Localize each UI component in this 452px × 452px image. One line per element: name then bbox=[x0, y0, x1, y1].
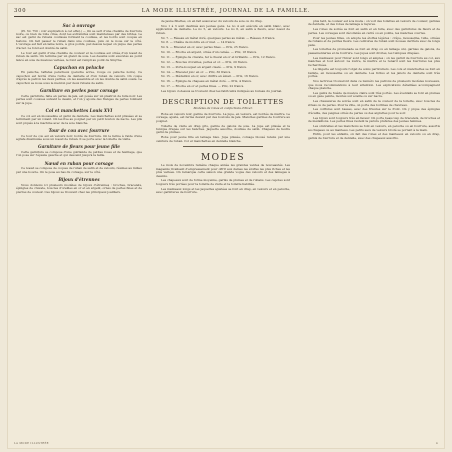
body-paragraph: Les manteaux longs et les jaquettes ajustées se font en drap, en velours et en peluche, avec garnitures de fourrure. bbox=[156, 186, 290, 195]
body-paragraph: Ce tour de cou est en velours noir, bordé de fourrure. On le ferme à l'aide d'une agrafe dissimulée sous un nœud de ruban. Il se porte avec la toilette de visite. bbox=[16, 133, 142, 141]
body-paragraph: Nos 1 à 3 sont destinés aux jeunes gens. Le no 4 est exécuté en satin blanc, avec application de dentelle. Le no 5, en velours. Le no 6, en satin à fleurs, avec nœud de ruban. bbox=[156, 23, 290, 35]
body-paragraph: No 16. — Épingle de chapeau en métal doré. — Prix, 4 francs. bbox=[161, 79, 252, 84]
section-heading: Bijoux d'étrennes bbox=[58, 177, 100, 183]
body-paragraph: No 13. — Porte-bouquet en argent ciselé. — Prix, 9 francs. bbox=[161, 64, 247, 69]
body-paragraph: Toilette de visite en drap gris, garnie de galons de soie. La jupe est plissée et la tunique drapée sur les hanches. Jaquette assortie, doublée de satin. Chapeau de feutre garni de plumes. bbox=[156, 123, 290, 135]
column-1 bbox=[16, 20, 142, 195]
body-paragraph: No 15. — Médaillon en or, avec chiffre en émail. — Prix, 16 francs. bbox=[161, 74, 259, 79]
magazine-page bbox=[8, 4, 444, 448]
section-heading: Garniture de fleurs pour jeune fille bbox=[38, 144, 120, 150]
section-heading: Capuchon en peluche bbox=[53, 64, 105, 70]
body-paragraph: Nous donnons ici plusieurs modèles de bijoux d'étrennes : broches, bracelets, épingles de cravate, boucles d'oreilles en or et en argent, ornés de perles fines et de pierres de couleur. Ces bijoux se trouvent chez les principaux joailliers. bbox=[16, 182, 142, 194]
body-paragraph: Pour les jeunes filles, on adopte les étoffes légères : crêpe, mousseline, tulle, ornées de rubans et de petites fleurs. Les ceintures de ruban sont nouées derrière avec de longs pans. bbox=[308, 35, 440, 47]
running-title: LA MODE ILLUSTRÉE, JOURNAL DE LA FAMILLE. bbox=[141, 8, 311, 14]
body-paragraph: No 10. — Broche en argent, ornée d'un camée. — Prix, 18 francs. bbox=[161, 50, 258, 55]
section-heading: Nœud en ruban pour corsage bbox=[44, 160, 114, 166]
page-footer bbox=[14, 442, 438, 447]
body-paragraph: (Pl. No 750 ; voir explication à cet effet.) — On se sert d'une chenille de fourrure noire, ou bien de toile cirée, dont les extrémités sont maintenues par des brides. Le sac est garni de rubans coulissés formant la coulisse, et les bords sont coupés en festons. On fait passer le ruban dans une coulisse, puis on le noue sur le côté. L'ouvrage est fait en laine noire, à gros points, par-dessus lequel on pique des perles d'acier. Le fond est doublé de satin. bbox=[16, 28, 142, 50]
body-paragraph: Nos lectrices trouveront dans ce numéro les patrons de plusieurs modèles nouveaux, que nous recommandons à leur attention. Les explications détaillées accompagnent chaque planche. bbox=[308, 79, 440, 91]
body-paragraph: No 12. — Boucles d'oreilles, perles et or. — Prix, 20 francs. bbox=[161, 59, 248, 64]
page-number: 300 bbox=[14, 8, 27, 14]
section-heading: Col et manchettes Louis XVI bbox=[45, 108, 113, 114]
body-paragraph: Les robes de soirée se font en satin et en tulle, avec des garnitures de fleurs et de perles. Les corsages sont décolletés en carré ou en pointe, les manches courtes. bbox=[308, 27, 440, 35]
body-paragraph: Le tour est garni d'une chenille de couleur et la coulisse est ornée d'un nœud de ruban de satin. On termine par un gland de soie. Les dessins sont exécutés au point lancé en soie de nuances variées, le fond est rempli au point de Smyrne. bbox=[16, 50, 142, 62]
body-paragraph: Les gants de Suède de nuance claire sont très portés. Les éventails se font en plumes ou en gaze peinte, montés sur écaille ou sur nacre. bbox=[308, 90, 440, 99]
body-paragraph: Les bijoux ci-dessus se trouvent chez les fabricants indiqués au bureau du journal. bbox=[161, 88, 283, 93]
column-2 bbox=[156, 20, 290, 196]
body-paragraph: En peluche, taffetas pelucheux (peluche écrue, rouge ou peluche noire). Ce capuchon est bordé d'une ruche de dentelle et d'un ruban de velours. On coupe d'après le patron les deux parties, on les assemble et on les double de satin ouaté. Le capuchon se noue sous le menton par deux rubans de satin. bbox=[16, 70, 142, 85]
body-paragraph: Les ombrelles et les manchons se font en velours, en peluche ou en fourrure, assortis au chapeau ou au manteau. Les petits sacs de velours brodé se portent à la main. bbox=[308, 124, 440, 132]
body-paragraph: Le mois de novembre ramène chaque année les grandes ventes de nouveautés. Les magasins rivalisent d'empressement pour offrir aux dames les étoffes les plus riches et les plus variées. On remarque cette saison une grande vogue des velours et des lainages à dessins. bbox=[156, 163, 290, 178]
section-subtitle: Modèles de robes et confections d'hiver. bbox=[193, 106, 253, 111]
section-title: DESCRIPTION DE TOILETTES bbox=[162, 98, 284, 107]
body-paragraph: plus tard, la couleur est à la mode ; on voit des toilettes en velours de couleur, garnies de dentelle, et des robes de lainage à rayures. bbox=[308, 19, 440, 27]
body-paragraph: No 9. — Bracelet en or, avec perles fines. — Prix, 25 francs. bbox=[161, 45, 249, 50]
separator-rule bbox=[183, 146, 263, 147]
body-paragraph: Cette garniture se compose d'une guirlande de petites roses et de feuillage, que l'on pose sur l'épaule gauche et qui descend jusqu'à la taille. bbox=[16, 149, 142, 158]
body-paragraph: Ce nœud se compose de coques de ruban de satin et de velours, réunies au milieu par une boucle. On le pose au bas du corsage, sur le côté. bbox=[16, 166, 142, 174]
body-paragraph: Enfin, pour les enfants, on fait des robes et des manteaux en velours ou en drap, garnis de fourrure et de dentelle, avec des chapeaux assortis. bbox=[308, 132, 440, 140]
body-paragraph: No 11. — Épingle de cravate, fer à cheval en or et brillants. — Prix, 12 francs. bbox=[161, 54, 276, 59]
body-paragraph: Les chaussures de soirée sont en satin de la couleur de la toilette, avec boucles de strass ou de perles. Pour la ville, on porte des bottines de chevreau. bbox=[308, 99, 440, 107]
body-paragraph: No 8. — Chaîne de montre en or mat. — 14 francs. bbox=[161, 40, 236, 45]
body-paragraph: de jaune fillettes, on en fait aussi avec du velours de soie ou du drap. bbox=[161, 19, 263, 23]
section-heading: Sac à ouvrage bbox=[62, 23, 96, 28]
body-paragraph: Ce col est en mousseline et garni de dentelle. Les manchettes sont plissées et se terminent par un volant. On les fixe au poignet par un petit bouton de nacre. Les plis sont piqués à la machine avec de la soie blanche. bbox=[16, 113, 142, 125]
header-rule bbox=[14, 16, 438, 17]
body-paragraph: Les manteaux pour l'hiver sont longs et amples ; on les garnit de fourrure au col, aux manches et tout autour. La loutre, la martre et le renard sont les fourrures les plus recherchées. bbox=[308, 55, 440, 67]
body-paragraph: Les coiffures sont basses, avec des frisures sur le front. On y pique des épingles d'écaille, des peignes ornés de perles ou des aigrettes pour le soir. bbox=[308, 107, 440, 115]
page-header bbox=[14, 6, 438, 16]
body-paragraph: No 17. — Broche en or et perles fines. — Prix, 22 francs. bbox=[161, 84, 245, 89]
body-paragraph: No 14. — Bracelet jonc en or. — Prix, 30 francs. bbox=[161, 69, 232, 74]
body-paragraph: No 7. — Réseau en métal doré, quelques perles au métal. — Réseau, 6 francs. bbox=[161, 35, 276, 40]
body-paragraph: Les chapeaux sont de forme moyenne, garnis de plumes et de rubans. Les capotes sont toujours très portées pour la toilette de visite et la toilette habillée. bbox=[156, 178, 290, 186]
body-paragraph: Les bijoux sont toujours très en faveur. On porte beaucoup de bracelets, de broches et de médaillons. Les perles fines restent la parure préférée des jeunes femmes. bbox=[308, 115, 440, 124]
body-paragraph: Les toilettes de promenade se font en drap ou en lainage uni, garnies de galons, de passementeries et de fourrure. Les jupes sont droites, les tuniques drapées. bbox=[308, 47, 440, 55]
body-paragraph: La lingerie est toujours l'objet de soins particuliers. Les cols et manchettes se font en batiste, en mousseline ou en dentelle. Les fichus et les jabots de dentelle sont très portés. bbox=[308, 67, 440, 79]
footer-right: 4 bbox=[436, 442, 438, 445]
footer-left: LA MODE ILLUSTRÉE bbox=[14, 442, 49, 445]
body-paragraph: Robe pour jeune fille en lainage bleu. Jupe plissée, corsage blousé retenu par une ceinture de ruban. Col et manchettes en dentelle blanche. bbox=[156, 135, 290, 143]
section-heading: Tour de cou avec fourrure bbox=[48, 128, 110, 133]
column-3 bbox=[308, 20, 440, 142]
modes-title: MODES bbox=[200, 153, 246, 164]
body-paragraph: Cette garniture, faite en perles de jais, est posée sur un plastron de tulle noir. Les perles sont cousues suivant le dessin, et l'on y ajoute des franges de perles tombant sur la jupe. bbox=[16, 93, 142, 105]
section-heading: Garniture en perles pour corsage bbox=[39, 88, 119, 94]
body-paragraph: Robe en velours noir, garnie de fourrure. La jupe, en velours, est bordée de martre. Le corsage, ajusté, est fermé devant par des boutons de jais. Manches garnies de fourrure au poignet. bbox=[156, 111, 290, 123]
